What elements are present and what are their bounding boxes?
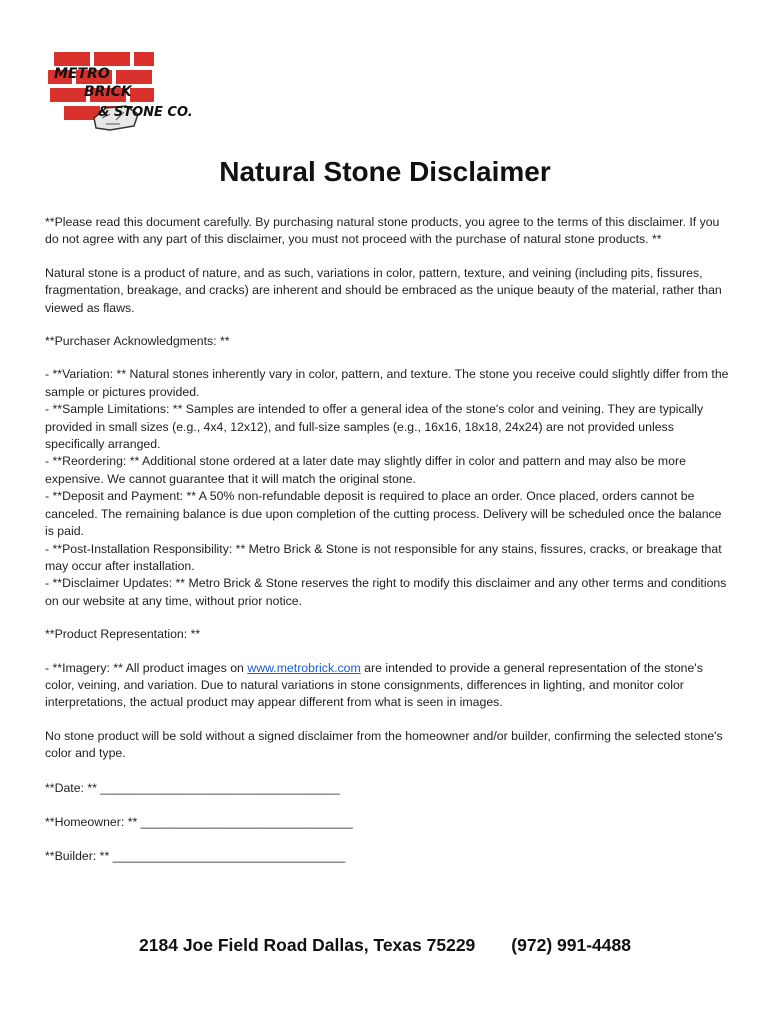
ack-deposit-payment: - **Deposit and Payment: ** A 50% non-refundable deposit is required to place an order. Once placed, orders cannot be canceled. The remaining balance is due upon completion of the cutting process. Delivery will be scheduled once the balance is paid. [45,489,722,539]
builder-field[interactable]: **Builder: ** __________________________________ [45,849,346,864]
nature-paragraph: Natural stone is a product of nature, and as such, variations in color, pattern, texture, and veining (including pits, fissures, fragmentation, breakage, and cracks) are inherent and should be embraced as the unique beauty of the material, rather than viewed as flaws. [45,265,722,315]
footer-address: 2184 Joe Field Road Dallas, Texas 75229 [139,935,476,955]
logo-line1: METRO [54,66,110,82]
homeowner-field[interactable]: **Homeowner: ** _______________________________ [45,814,353,829]
logo-line3: & STONE CO. [98,105,193,120]
intro-paragraph: **Please read this document carefully. By purchasing natural stone products, you agree to the terms of this disclaimer. If you do not agree with any part of this disclaimer, you must not proceed with the purchase of natural stone products. ** [45,215,720,247]
footer-phone: (972) 991-4488 [511,935,631,955]
representation-heading: **Product Representation: ** [45,627,201,642]
signature-note: No stone product will be sold without a signed disclaimer from the homeowner and/or builder, confirming the selected stone's color and type. [45,728,723,761]
ack-disclaimer-updates: - **Disclaimer Updates: ** Metro Brick & Stone reserves the right to modify this disclaimer and any other terms and conditions on our website at any time, without prior notice. [45,576,727,608]
ack-sample-limitations: - **Sample Limitations: ** Samples are intended to offer a general idea of the stone's color and veining. They are typically provided in small sizes (e.g., 4x4, 12x12), and full-size samples (e.g., 16x16, 18x18, 24x24) are not provided unless specifically arranged. [45,402,704,452]
website-link[interactable]: www.metrobrick.com [247,660,361,675]
document-title: Natural Stone Disclaimer [219,156,551,187]
disclaimer-body [45,214,730,866]
ack-post-installation: - **Post-Installation Responsibility: ** Metro Brick & Stone is not responsible for any stains, fissures, cracks, or breakage that may occur after installation. [45,541,722,573]
logo-line2: BRICK [84,84,132,100]
ack-reordering: - **Reordering: ** Additional stone ordered at a later date may slightly differ in color and pattern and may also be more expensive. We cannot guarantee that it will match the original stone. [45,454,686,486]
footer-contact [0,935,770,956]
imagery-paragraph [45,660,730,712]
date-field[interactable]: **Date: ** ___________________________________ [45,780,340,795]
imagery-prefix: - **Imagery: ** All product images on [45,660,248,675]
ack-variation: - **Variation: ** Natural stones inherently vary in color, pattern, and texture. The stone you receive could slightly differ from the sample or pictures provided. [45,367,729,399]
acknowledgments-heading: **Purchaser Acknowledgments: ** [45,334,230,349]
company-logo [46,48,196,138]
imagery-suffix: are intended to provide a general representation of the stone's color, veining, and variation. Due to natural variations in stone consignments, differences in lighting, and monitor color interpretations, the actual product may appear different from what is seen in images. [45,660,703,710]
